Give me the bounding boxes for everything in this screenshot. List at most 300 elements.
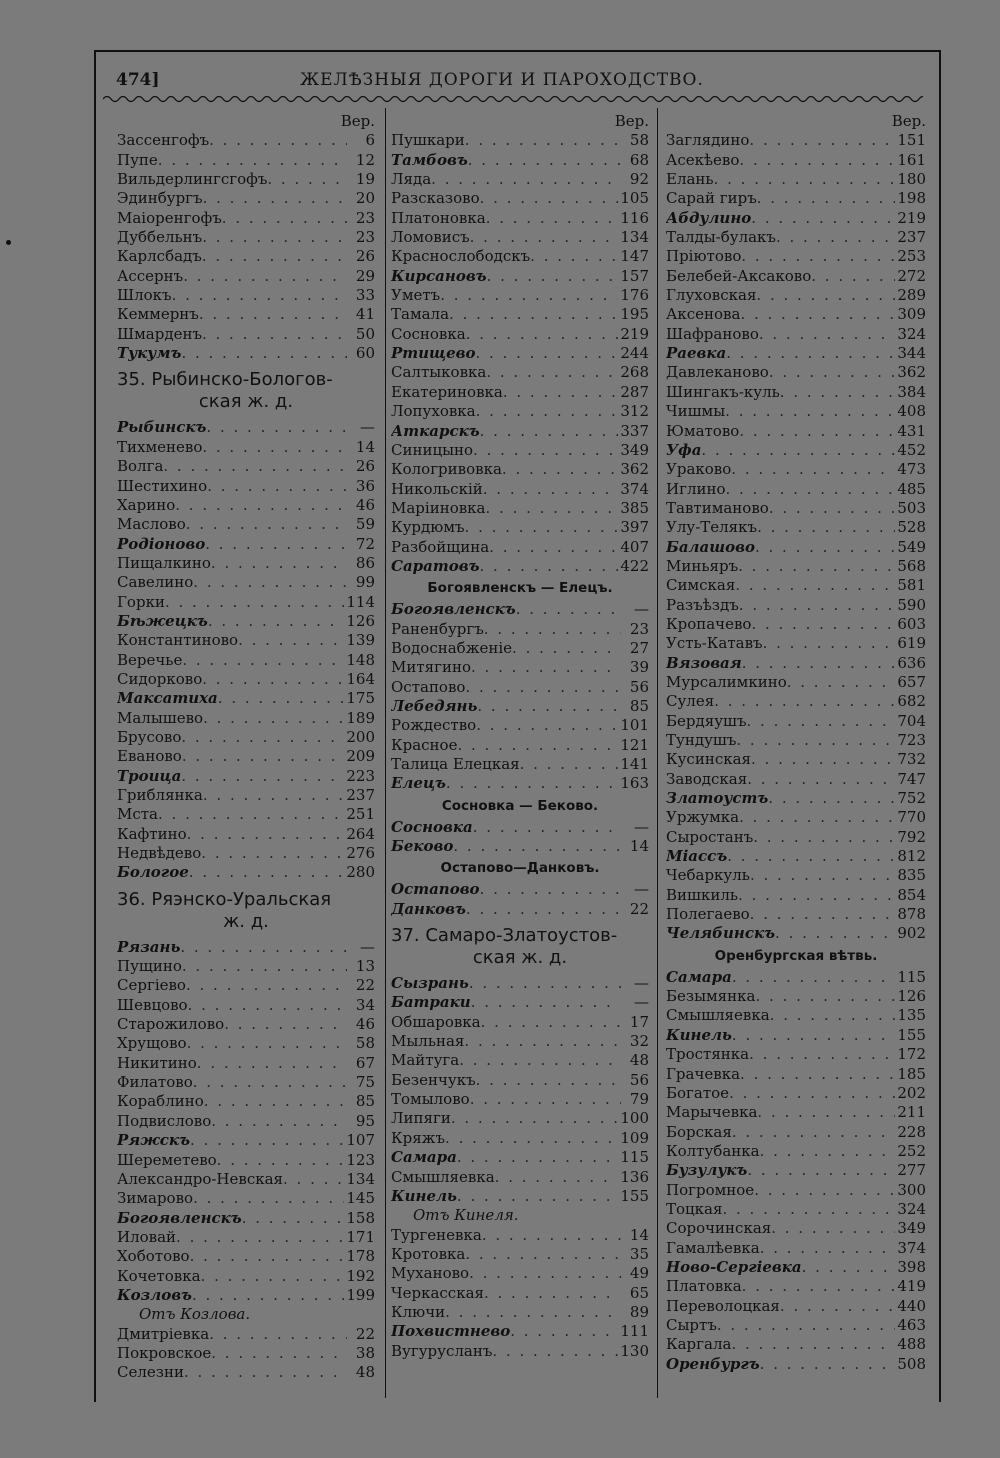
station-row xyxy=(117,1170,375,1189)
station-row xyxy=(666,886,926,905)
station-row xyxy=(666,209,926,228)
station-distance: 384 xyxy=(897,382,926,401)
leader-dots xyxy=(211,1112,347,1131)
station-row xyxy=(391,499,649,518)
station-name: Козловъ xyxy=(117,1285,192,1304)
station-distance: 14 xyxy=(355,437,375,456)
station-name: Чебаркуль xyxy=(666,866,750,885)
station-name: Черкасская xyxy=(391,1283,484,1302)
margin-mark xyxy=(6,240,11,245)
station-name: Никитино xyxy=(117,1053,197,1072)
column-unit-heading: Вер. xyxy=(340,112,375,130)
station-name: Талица Елецкая xyxy=(391,755,520,773)
station-distance: 148 xyxy=(346,650,375,669)
station-row xyxy=(391,247,649,266)
station-distance: 603 xyxy=(897,614,926,633)
leader-dots xyxy=(755,987,895,1006)
station-row xyxy=(117,496,375,515)
station-row xyxy=(117,286,375,305)
station-row xyxy=(117,418,375,437)
station-row xyxy=(117,1073,375,1092)
leader-dots xyxy=(201,1267,345,1286)
station-row xyxy=(117,1151,375,1170)
branch-subheading: Остапово—Данковъ. xyxy=(440,860,600,877)
leader-dots xyxy=(217,1151,345,1170)
station-row xyxy=(391,363,649,382)
leader-dots xyxy=(738,557,895,576)
station-name: Сидорково xyxy=(117,669,203,688)
station-row xyxy=(117,957,375,976)
station-distance: — xyxy=(634,974,649,993)
station-name: Елань xyxy=(666,170,714,189)
leader-dots xyxy=(451,1109,619,1128)
leader-dots xyxy=(763,634,896,653)
station-distance: — xyxy=(360,418,375,437)
station-name: Кротовка xyxy=(391,1244,466,1263)
station-row xyxy=(117,844,375,863)
station-distance: 147 xyxy=(620,247,649,266)
station-distance: 155 xyxy=(897,1025,926,1044)
leader-dots xyxy=(480,880,621,899)
leader-dots xyxy=(754,1181,895,1200)
leader-dots xyxy=(747,1161,895,1180)
leader-dots xyxy=(481,1013,621,1032)
leader-dots xyxy=(192,1286,344,1305)
leader-dots xyxy=(203,709,344,728)
leader-dots xyxy=(750,866,895,885)
station-name: Тоцкая xyxy=(666,1199,723,1218)
station-name: Ртищево xyxy=(391,344,476,363)
station-distance: 163 xyxy=(620,774,649,793)
station-row xyxy=(666,325,926,344)
station-distance: 178 xyxy=(346,1247,375,1266)
station-row xyxy=(391,422,649,441)
station-name: Родіоново xyxy=(117,534,206,553)
leader-dots xyxy=(757,1103,895,1122)
station-distance: 176 xyxy=(620,286,649,305)
leader-dots xyxy=(486,363,618,382)
station-row xyxy=(117,863,375,882)
station-distance: 115 xyxy=(620,1148,649,1167)
station-distance: 85 xyxy=(355,1092,375,1111)
station-row xyxy=(666,789,926,808)
station-name: Вишкиль xyxy=(666,885,739,904)
station-distance: 431 xyxy=(897,421,926,440)
column-unit-heading: Вер. xyxy=(891,112,926,130)
station-row xyxy=(666,131,926,150)
leader-dots xyxy=(512,639,621,658)
leader-dots xyxy=(209,131,347,150)
railway-section-heading xyxy=(117,369,375,413)
station-name: Давлеканово xyxy=(666,363,769,382)
leader-dots xyxy=(193,1189,344,1208)
station-distance: 581 xyxy=(897,576,926,595)
station-row xyxy=(666,1316,926,1335)
leader-dots xyxy=(482,1226,621,1245)
station-distance: 398 xyxy=(897,1257,926,1276)
leader-dots xyxy=(731,1335,895,1354)
station-name: Саратовъ xyxy=(391,556,480,575)
leader-dots xyxy=(768,789,895,808)
station-name: Кинель xyxy=(391,1186,457,1205)
station-distance: 145 xyxy=(346,1189,375,1208)
station-name: Бузулукъ xyxy=(666,1161,748,1180)
station-name: Карлсбадъ xyxy=(117,247,202,266)
station-name: Кафтино xyxy=(117,824,187,843)
leader-dots xyxy=(742,1277,896,1296)
station-distance: 223 xyxy=(346,766,375,785)
station-distance: 75 xyxy=(355,1073,375,1092)
station-name: Иглино xyxy=(666,479,726,498)
station-row xyxy=(117,1131,375,1150)
station-name: Липяги xyxy=(391,1109,451,1128)
station-name: Хрущово xyxy=(117,1034,187,1053)
station-row xyxy=(666,924,926,943)
column-2 xyxy=(391,112,649,1361)
station-row xyxy=(391,131,649,150)
station-name: Шингакъ-куль xyxy=(666,382,780,401)
station-distance: 58 xyxy=(355,1034,375,1053)
station-row xyxy=(391,716,649,735)
station-distance: 408 xyxy=(897,402,926,421)
station-name: Мста xyxy=(117,805,159,824)
station-row xyxy=(117,228,375,247)
leader-dots xyxy=(187,825,345,844)
station-row xyxy=(666,770,926,789)
station-name: Ассернъ xyxy=(117,266,184,285)
station-distance: 252 xyxy=(897,1141,926,1160)
branch-subheading: Сосновка — Беково. xyxy=(441,797,599,814)
station-name: Каргала xyxy=(666,1335,732,1354)
station-name: Екатериновка xyxy=(391,382,503,401)
station-row xyxy=(391,1245,649,1264)
station-row xyxy=(391,993,649,1012)
station-row xyxy=(117,209,375,228)
station-distance: 657 xyxy=(897,672,926,691)
leader-dots xyxy=(207,477,347,496)
station-distance: 202 xyxy=(897,1083,926,1102)
station-name: Уметъ xyxy=(391,286,441,305)
station-distance: 22 xyxy=(355,976,375,995)
leader-dots xyxy=(787,673,896,692)
station-name: Балашово xyxy=(666,537,755,556)
station-row xyxy=(666,518,926,537)
station-distance: 172 xyxy=(897,1045,926,1064)
station-name: Абдулино xyxy=(666,208,752,227)
station-row xyxy=(391,1013,649,1032)
station-row xyxy=(117,1034,375,1053)
station-distance: 473 xyxy=(897,460,926,479)
station-row xyxy=(117,344,375,363)
station-name: Тукумъ xyxy=(117,344,182,363)
station-distance: 902 xyxy=(897,924,926,943)
station-name: Селезни xyxy=(117,1363,184,1382)
station-name: Лопуховка xyxy=(391,402,476,421)
station-distance: 463 xyxy=(897,1315,926,1334)
leader-dots xyxy=(203,189,347,208)
station-distance: 27 xyxy=(629,638,649,657)
station-name: Рыбинскъ xyxy=(117,418,207,437)
leader-dots xyxy=(190,1131,344,1150)
leader-dots xyxy=(186,515,347,534)
station-row xyxy=(391,557,649,576)
station-name: Міассъ xyxy=(666,847,728,866)
leader-dots xyxy=(759,325,896,344)
station-row xyxy=(391,267,649,286)
leader-dots xyxy=(163,457,347,476)
station-row xyxy=(117,1363,375,1382)
station-distance: 161 xyxy=(897,150,926,169)
station-name: Маслово xyxy=(117,515,186,534)
station-row xyxy=(391,620,649,639)
station-name: Томылово xyxy=(391,1090,470,1109)
station-distance: 485 xyxy=(897,479,926,498)
station-distance: 13 xyxy=(355,957,375,976)
leader-dots xyxy=(753,828,895,847)
station-distance: 835 xyxy=(897,866,926,885)
station-distance: 17 xyxy=(629,1012,649,1031)
station-name: Малышево xyxy=(117,708,204,727)
station-distance: 158 xyxy=(346,1208,375,1227)
station-distance: 121 xyxy=(620,735,649,754)
station-name: Кряжъ xyxy=(391,1128,446,1147)
station-row xyxy=(666,538,926,557)
station-name: Пріютово xyxy=(666,247,742,266)
leader-dots xyxy=(722,1200,895,1219)
leader-dots xyxy=(445,1129,618,1148)
leader-dots xyxy=(510,1322,618,1341)
leader-dots xyxy=(175,496,347,515)
leader-dots xyxy=(181,767,344,786)
station-distance: 136 xyxy=(620,1167,649,1186)
station-name: Безенчукъ xyxy=(391,1070,476,1089)
leader-dots xyxy=(476,716,618,735)
station-name: Горки xyxy=(117,592,165,611)
station-row xyxy=(117,438,375,457)
leader-dots xyxy=(453,837,621,856)
station-row xyxy=(117,767,375,786)
station-name: Троица xyxy=(117,766,182,785)
station-name: Усть-Катавъ xyxy=(666,634,763,653)
station-row xyxy=(117,1015,375,1034)
station-distance: 134 xyxy=(620,228,649,247)
station-distance: 114 xyxy=(346,592,375,611)
station-name: Иловай xyxy=(117,1227,177,1246)
station-distance: 60 xyxy=(355,344,375,363)
station-row xyxy=(666,170,926,189)
station-name: Симская xyxy=(666,576,736,595)
station-distance: 175 xyxy=(346,689,375,708)
station-distance: 79 xyxy=(629,1090,649,1109)
station-distance: 89 xyxy=(629,1302,649,1321)
station-name: Шереметево xyxy=(117,1150,217,1169)
station-distance: 6 xyxy=(365,131,375,150)
station-name: Ломовисъ xyxy=(391,228,470,247)
leader-dots xyxy=(180,938,347,957)
station-distance: 276 xyxy=(346,844,375,863)
railway-section-heading xyxy=(117,889,375,933)
column-divider xyxy=(657,108,658,1398)
station-name: Никольскій xyxy=(391,479,483,498)
leader-dots xyxy=(176,1228,344,1247)
leader-dots xyxy=(158,805,344,824)
column-3 xyxy=(666,112,926,1374)
station-row xyxy=(666,673,926,692)
header-rule xyxy=(103,92,923,106)
branch-note: Отъ Козлова. xyxy=(139,1305,251,1324)
station-name: Брусово xyxy=(117,727,182,746)
leader-dots xyxy=(199,305,347,324)
leader-dots xyxy=(480,189,619,208)
station-name: Чишмы xyxy=(666,402,726,421)
station-row xyxy=(117,786,375,805)
station-row xyxy=(117,593,375,612)
station-distance: 374 xyxy=(620,479,649,498)
station-row xyxy=(666,1045,926,1064)
station-distance: 14 xyxy=(629,1225,649,1244)
station-distance: 115 xyxy=(897,967,926,986)
station-distance: 100 xyxy=(620,1109,649,1128)
station-distance: 130 xyxy=(620,1341,649,1360)
station-row xyxy=(391,697,649,716)
station-name: Шафраново xyxy=(666,324,759,343)
leader-dots xyxy=(211,554,347,573)
station-name: Ураково xyxy=(666,460,732,479)
station-name: Тихменево xyxy=(117,437,203,456)
leader-dots xyxy=(209,1325,347,1344)
station-name: Сосновка xyxy=(391,817,473,836)
leader-dots xyxy=(471,993,621,1012)
leader-dots xyxy=(516,600,621,619)
station-row xyxy=(391,678,649,697)
leader-dots xyxy=(283,1170,344,1189)
leader-dots xyxy=(738,886,895,905)
station-name: Оренбургъ xyxy=(666,1354,760,1373)
leader-dots xyxy=(732,1026,895,1045)
station-row xyxy=(391,1148,649,1167)
leader-dots xyxy=(218,689,345,708)
station-distance: 854 xyxy=(897,885,926,904)
station-distance: 747 xyxy=(897,769,926,788)
station-name: Вильдерлингсгофъ xyxy=(117,170,268,189)
station-name: Сорочинская xyxy=(666,1219,772,1238)
leader-dots xyxy=(465,131,621,150)
station-distance: 209 xyxy=(346,747,375,766)
station-name: Юматово xyxy=(666,421,740,440)
station-name: Харино xyxy=(117,495,176,514)
station-row xyxy=(391,286,649,305)
leader-dots xyxy=(741,247,895,266)
station-distance: 419 xyxy=(897,1277,926,1296)
leader-dots xyxy=(201,844,344,863)
leader-dots xyxy=(457,1187,618,1206)
leader-dots xyxy=(520,755,619,774)
station-name: Тамбовъ xyxy=(391,150,468,169)
leader-dots xyxy=(492,1342,618,1361)
station-row xyxy=(391,1109,649,1128)
station-distance: 277 xyxy=(897,1161,926,1180)
station-distance: 171 xyxy=(346,1227,375,1246)
station-row xyxy=(666,654,926,673)
page-number: 474] xyxy=(116,70,160,90)
station-row xyxy=(391,305,649,324)
station-row xyxy=(666,1123,926,1142)
leader-dots xyxy=(717,1316,896,1335)
station-distance: 111 xyxy=(620,1322,649,1341)
station-row xyxy=(666,363,926,382)
leader-dots xyxy=(208,612,345,631)
station-row xyxy=(666,866,926,885)
station-distance: 67 xyxy=(355,1053,375,1072)
station-name: Талды-булакъ xyxy=(666,228,776,247)
leader-dots xyxy=(757,518,895,537)
station-row xyxy=(117,1189,375,1208)
station-distance: 287 xyxy=(620,382,649,401)
station-name: Уфа xyxy=(666,440,702,459)
station-name: Тургеневка xyxy=(391,1225,482,1244)
station-distance: — xyxy=(634,600,649,619)
leader-dots xyxy=(770,1006,896,1025)
station-distance: 23 xyxy=(629,619,649,638)
leader-dots xyxy=(188,996,347,1015)
station-distance: 95 xyxy=(355,1111,375,1130)
station-name: Раненбургъ xyxy=(391,619,484,638)
station-distance: 199 xyxy=(346,1285,375,1304)
leader-dots xyxy=(732,968,896,987)
station-name: Лебедянь xyxy=(391,696,478,715)
leader-dots xyxy=(769,499,896,518)
station-name: Митягино xyxy=(391,658,472,677)
station-distance: 49 xyxy=(629,1264,649,1283)
station-name: Улу-Телякъ xyxy=(666,518,758,537)
station-name: Безымянка xyxy=(666,987,756,1006)
station-name: Смышляевка xyxy=(391,1167,495,1186)
leader-dots xyxy=(197,1054,347,1073)
station-name: Сарай гиръ xyxy=(666,189,757,208)
station-row xyxy=(666,731,926,750)
station-name: Зассенгофъ xyxy=(117,131,210,150)
station-row xyxy=(666,847,926,866)
leader-dots xyxy=(477,697,621,716)
station-name: Асекѣево xyxy=(666,150,740,169)
station-distance: 253 xyxy=(897,247,926,266)
station-name: Кеммернъ xyxy=(117,305,199,324)
station-distance: 155 xyxy=(620,1186,649,1205)
leader-dots xyxy=(495,1168,619,1187)
station-distance: 126 xyxy=(346,611,375,630)
leader-dots xyxy=(483,480,619,499)
station-row xyxy=(391,1226,649,1245)
station-row xyxy=(391,774,649,793)
leader-dots xyxy=(480,422,619,441)
leader-dots xyxy=(484,1284,621,1303)
station-distance: 732 xyxy=(897,750,926,769)
station-row xyxy=(666,1084,926,1103)
station-row xyxy=(666,905,926,924)
station-distance: 422 xyxy=(620,556,649,575)
station-row xyxy=(117,131,375,150)
station-row xyxy=(666,402,926,421)
station-distance: 68 xyxy=(629,150,649,169)
station-row xyxy=(666,634,926,653)
leader-dots xyxy=(503,383,619,402)
leader-dots xyxy=(470,228,619,247)
leader-dots xyxy=(193,1073,347,1092)
station-name: Хоботово xyxy=(117,1247,190,1266)
station-name: Ляда xyxy=(391,170,432,189)
station-name: Миньяръ xyxy=(666,556,739,575)
station-row xyxy=(666,557,926,576)
